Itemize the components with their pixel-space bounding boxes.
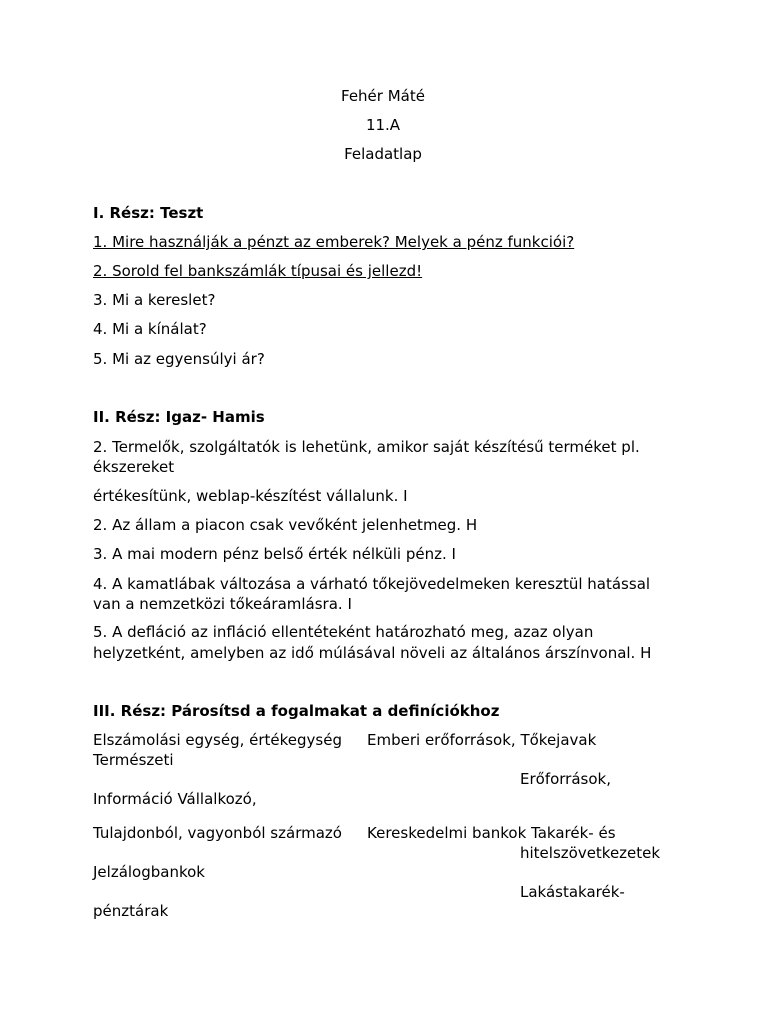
part2-statement: 4. A kamatlábak változása a várható tőkejövedelmeken keresztül hatással bbox=[93, 575, 651, 593]
part1-question: 2. Sorold fel bankszámlák típusai és jellezd! bbox=[93, 262, 423, 280]
part2-statement-continued: ékszereket bbox=[93, 458, 175, 476]
part1-question: 5. Mi az egyensúlyi ár? bbox=[93, 350, 265, 368]
part2-statement: 3. A mai modern pénz belső érték nélküli pénz. I bbox=[93, 545, 456, 563]
part2-heading: II. Rész: Igaz- Hamis bbox=[93, 408, 265, 426]
part1-question: 4. Mi a kínálat? bbox=[93, 320, 207, 338]
part1-heading: I. Rész: Teszt bbox=[93, 204, 204, 222]
part3-term: Tulajdonból, vagyonból származó bbox=[93, 824, 342, 842]
class-label: 11.A bbox=[365, 116, 401, 134]
part2-statement: 2. Az állam a piacon csak vevőként jelenhetmeg. H bbox=[93, 516, 478, 534]
part1-question: 1. Mire használják a pénzt az emberek? Melyek a pénz funkciói? bbox=[93, 233, 575, 251]
part3-term: Lakástakarék- bbox=[520, 883, 625, 901]
part3-term: hitelszövetkezetek bbox=[520, 844, 661, 862]
part3-term: pénztárak bbox=[93, 902, 169, 920]
document-type: Feladatlap bbox=[344, 145, 422, 163]
part1-question: 3. Mi a kereslet? bbox=[93, 291, 216, 309]
part3-term: Jelzálogbankok bbox=[93, 863, 205, 881]
part3-term: Erőforrások, bbox=[520, 770, 611, 788]
part3-term: Elszámolási egység, értékegység bbox=[93, 731, 343, 749]
part2-statement: 5. A defláció az infláció ellentéteként határozható meg, azaz olyan bbox=[93, 623, 594, 641]
part2-statement-continued: helyzetként, amelyben az idő múlásával növeli az általános árszínvonal. H bbox=[93, 644, 652, 662]
part2-statement: értékesítünk, weblap-készítést vállalunk. I bbox=[93, 487, 408, 505]
part3-heading: III. Rész: Párosítsd a fogalmakat a definíciókhoz bbox=[93, 702, 500, 720]
part3-term: Természeti bbox=[93, 751, 174, 769]
part3-term: Információ Vállalkozó, bbox=[93, 790, 257, 808]
part2-statement: 2. Termelők, szolgáltatók is lehetünk, amikor saját készítésű terméket pl. bbox=[93, 438, 640, 456]
part3-term: Kereskedelmi bankok Takarék- és bbox=[367, 824, 616, 842]
author-name: Fehér Máté bbox=[341, 87, 425, 105]
part2-statement-continued: van a nemzetközi tőkeáramlásra. I bbox=[93, 595, 352, 613]
part3-term: Emberi erőforrások, Tőkejavak bbox=[367, 731, 597, 749]
